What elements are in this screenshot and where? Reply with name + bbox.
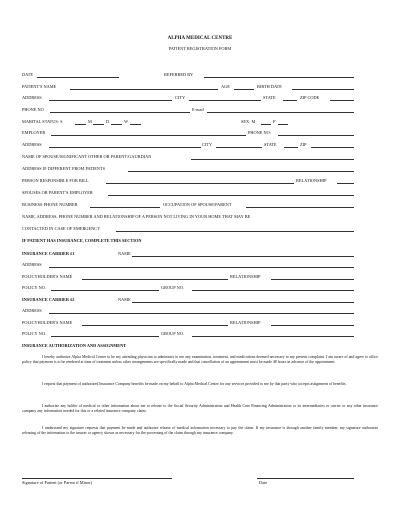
carrier2-policy-label: POLICY NO. [22, 331, 46, 336]
birth-date-field[interactable] [292, 89, 354, 90]
employer-address-label: ADDRESS [22, 142, 42, 147]
carrier2-policyholder-label: POLICYHOLDER'S NAME [22, 320, 73, 325]
carrier2-relationship-label: RELATIONSHIP [230, 320, 261, 325]
carrier1-name-label: NAME [118, 251, 131, 256]
marital-d-label: D [106, 119, 110, 124]
marital-w-field[interactable] [130, 124, 141, 125]
zip-code-label: ZIP CODE [300, 95, 320, 100]
carrier1-address-field[interactable] [49, 267, 354, 268]
sex-f-label: F [273, 119, 276, 124]
date-field[interactable] [37, 77, 119, 78]
carrier1-address-label: ADDRESS [22, 262, 42, 267]
spouse-name-label: NAME OF SPOUSE/SIGNIFICANT OTHER OR PARENT/GAURDIAN [22, 154, 152, 159]
business-phone-field[interactable] [90, 207, 160, 208]
authorization-paragraph-4: I understand my signature requests that payment be made and authorize release of medical information necessary to pay the claim. If my insurance is through another family member, my signature authorizes releasing of the information to the insurer or agency shown as necessary for the processing of the claim through my insurance company. [22, 426, 378, 436]
marital-m-label: M [88, 119, 92, 124]
phone-field[interactable] [50, 112, 190, 113]
employer-city-label: CITY [202, 142, 213, 147]
age-label: AGE [221, 84, 230, 89]
patients-name-label: PATIENT'S NAME [22, 84, 57, 89]
spouse-name-field[interactable] [191, 159, 354, 160]
business-phone-label: BUSINESS PHONE NUMBER [22, 202, 78, 207]
carrier2-name-field[interactable] [132, 302, 354, 303]
employer-city-field[interactable] [216, 147, 262, 148]
employer-label: EMPLOYER [22, 130, 46, 135]
employer-zip-label: ZIP [300, 142, 307, 147]
city-field[interactable] [189, 100, 261, 101]
signature-label: Signature of Patient (or Parent if Minor) [22, 480, 93, 485]
occupation-field[interactable] [246, 207, 354, 208]
state-label: STATE [263, 95, 276, 100]
age-field[interactable] [234, 89, 254, 90]
carrier2-relationship-field[interactable] [271, 325, 354, 326]
carrier1-label: INSURANCE CARRIER #1 [22, 251, 75, 256]
emergency-label: CONTACTED IN CASE OF EMERGENCY [22, 226, 101, 231]
zip-code-field[interactable] [330, 100, 354, 101]
sex-m-field[interactable] [261, 124, 271, 125]
address-field[interactable] [49, 100, 172, 101]
date-label: DATE [22, 72, 34, 77]
employer-phone-label: PHONE NO: [248, 130, 271, 135]
carrier2-address-field[interactable] [49, 313, 354, 314]
carrier2-label: INSURANCE CARRIER #2 [22, 297, 75, 302]
phone-label: PHONE NO [22, 107, 44, 112]
form-subtitle: PATIENT REGISTRATION FORM [168, 46, 232, 51]
email-label: E-mail [192, 107, 204, 112]
carrier1-group-field[interactable] [192, 290, 354, 291]
employer-field[interactable] [51, 135, 246, 136]
employer-phone-field[interactable] [278, 135, 354, 136]
signature-field[interactable] [22, 478, 172, 479]
carrier1-name-field[interactable] [132, 256, 354, 257]
spouse-employer-label: SPOUSES OR PARENT'S EMPLOYER [22, 190, 93, 195]
address-different-field[interactable] [128, 171, 354, 172]
employer-state-field[interactable] [284, 147, 298, 148]
authorization-paragraph-1: I hereby authorize Alpha Medical Centre to be my attending physician to administer to me any examination, treatment, and medications deemed necessary to my present complaint. I am aware of and agree to office policy that payment is to be rendered at time of treatment unless other arrangements are specifically made and that cancellation of an appointment must be made 48 hours in advance of the appointment. [22, 355, 378, 365]
carrier1-policy-field[interactable] [51, 290, 159, 291]
carrier2-address-label: ADDRESS [22, 308, 42, 313]
carrier1-relationship-field[interactable] [271, 279, 354, 280]
form-title: ALPHA MEDICAL CENTRE [167, 36, 233, 41]
sex-f-field[interactable] [278, 124, 288, 125]
email-field[interactable] [207, 112, 354, 113]
authorization-paragraph-3: I authorize any holder of medical or other information about me to release to the Social Security Administration and Health Care Financing Administration or its intermediaries or carrier or any other insurance company any information needed for this or a related insurance company claim. [22, 404, 378, 414]
bill-relationship-label: RELATIONSHIP [296, 178, 327, 183]
person-responsible-field[interactable] [106, 183, 294, 184]
carrier2-group-label: GROUP NO. [161, 331, 184, 336]
address-different-label: ADDRESS IF DIFFERENT FROM PATIENTS [22, 166, 106, 171]
state-field[interactable] [283, 100, 297, 101]
carrier2-group-field[interactable] [192, 336, 354, 337]
patients-name-field[interactable] [70, 89, 218, 90]
bill-relationship-field[interactable] [337, 183, 354, 184]
carrier1-policyholder-field[interactable] [82, 279, 228, 280]
marital-status-label: MARITAL STATUS: S [22, 119, 63, 124]
city-label: CITY [175, 95, 186, 100]
occupation-label: OCCUPATION OF SPOUSE/PARENT [163, 202, 232, 207]
employer-zip-field[interactable] [311, 147, 354, 148]
birth-date-label: BIRTH DATE [257, 84, 282, 89]
marital-w-label: W [124, 119, 129, 124]
referred-by-field[interactable] [204, 77, 354, 78]
emergency-contact-label: NAME, ADDRESS, PHONE NUMBER AND RELATIONSHIP OF A PERSON NOT LIVING IN YOUR HOME THAT MAY BE [22, 214, 251, 219]
marital-m-field[interactable] [93, 124, 104, 125]
marital-d-field[interactable] [111, 124, 122, 125]
carrier2-name-label: NAME [118, 297, 131, 302]
carrier1-policyholder-label: POLICYHOLDER'S NAME [22, 274, 73, 279]
carrier1-relationship-label: RELATIONSHIP [230, 274, 261, 279]
authorization-heading: INSURANCE AUTHORIZATION AND ASSIGNMENT [22, 343, 127, 348]
carrier1-group-label: GROUP NO. [161, 285, 184, 290]
carrier2-policy-field[interactable] [51, 336, 159, 337]
employer-state-label: STATE [264, 142, 277, 147]
carrier1-policy-label: POLICY NO. [22, 285, 46, 290]
authorization-paragraph-2: I request that payment of authorized Insurance Company benefits be made on my behalf to Alpha Medical Centre for any services provided to me by that party who accepts assignment of benefits. [42, 382, 347, 386]
insurance-heading: IF PATIENT HAS INSURANCE, COMPLETE THIS SECTION [22, 238, 142, 243]
emergency-field[interactable] [116, 231, 354, 232]
carrier2-policyholder-field[interactable] [82, 325, 228, 326]
referred-by-label: REFERRED BY [164, 72, 194, 77]
address-label: ADDRESS [22, 95, 42, 100]
sex-label: SEX: M [241, 119, 256, 124]
signature-date-field[interactable] [257, 478, 354, 479]
spouse-employer-field[interactable] [108, 195, 354, 196]
person-responsible-label: PERSON RESPONSIBLE FOR BILL [22, 178, 89, 183]
signature-date-label: Date [259, 480, 268, 485]
employer-address-field[interactable] [49, 147, 201, 148]
marital-s-field[interactable] [75, 124, 86, 125]
